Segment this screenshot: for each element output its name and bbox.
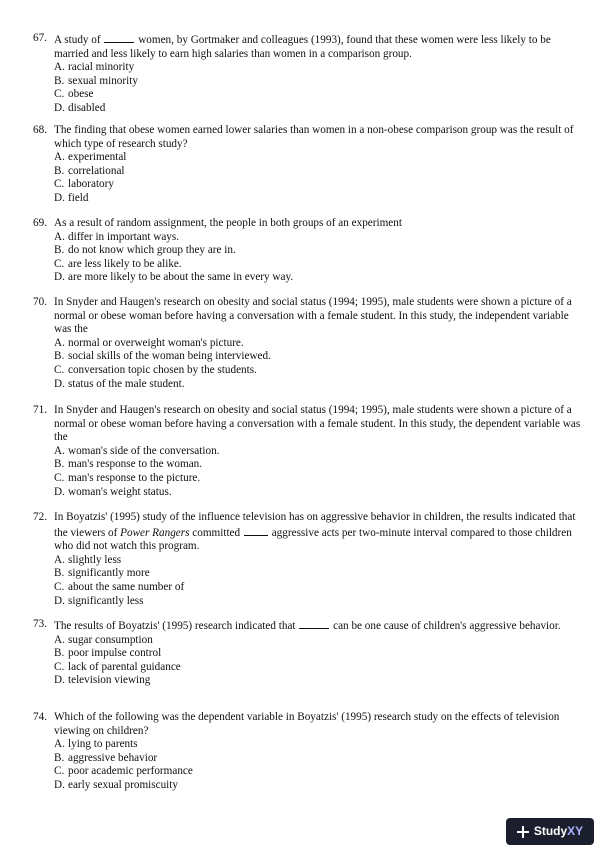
question-67 xyxy=(33,32,583,116)
plus-icon xyxy=(517,826,529,838)
option-a: A. normal or overweight woman's picture. xyxy=(54,336,244,349)
option-d: D. early sexual promiscuity xyxy=(54,778,178,791)
option-a: A. lying to parents xyxy=(54,738,138,751)
question-71 xyxy=(33,404,583,499)
option-d: D. disabled xyxy=(54,101,106,114)
option-c: C. poor academic performance xyxy=(54,765,193,778)
option-a: A. experimental xyxy=(54,151,127,164)
question-number: 72. xyxy=(33,511,47,523)
option-a: A. racial minority xyxy=(54,61,135,74)
question-74 xyxy=(33,711,583,793)
option-c: C. man's response to the picture. xyxy=(54,471,201,484)
option-b: B. do not know which group they are in. xyxy=(54,244,236,257)
answer-blank xyxy=(104,32,134,43)
question-stem: In Boyatzis' (1995) study of the influence television has on aggressive behavior in children, the results indicated that the viewers of Power Rangers committed aggressive acts per two-minute interval compared to those children who did not watch this program. xyxy=(54,511,576,553)
question-number: 74. xyxy=(33,711,47,723)
option-c: C. obese xyxy=(54,88,94,101)
option-a: A. woman's side of the conversation. xyxy=(54,444,220,457)
option-d: D. woman's weight status. xyxy=(54,485,172,498)
question-68 xyxy=(33,124,583,206)
answer-blank xyxy=(299,618,329,629)
option-c: C. conversation topic chosen by the students. xyxy=(54,363,257,376)
question-69 xyxy=(33,217,583,285)
option-d: D. status of the male student. xyxy=(54,377,185,390)
question-stem: The results of Boyatzis' (1995) research indicated that can be one cause of children's aggressive behavior. xyxy=(54,620,561,632)
question-number: 73. xyxy=(33,618,47,630)
option-a: A. sugar consumption xyxy=(54,633,153,646)
question-stem: In Snyder and Haugen's research on obesity and social status (1994; 1995), male students were shown a picture of a normal or obese woman before having a conversation with a female student. In this study, the independent variable was the xyxy=(54,296,572,336)
question-70 xyxy=(33,296,583,391)
answer-blank xyxy=(244,525,268,536)
question-stem: A study of women, by Gortmaker and colleagues (1993), found that these women were less likely to be married and less likely to earn high salaries than women in a comparison group. xyxy=(54,34,551,60)
option-d: D. field xyxy=(54,191,89,204)
question-stem: The finding that obese women earned lower salaries than women in a non-obese comparison group was the result of which type of research study? xyxy=(54,124,574,150)
option-d: D. television viewing xyxy=(54,674,151,687)
studyxy-logo[interactable] xyxy=(506,818,594,845)
question-73 xyxy=(33,618,583,688)
program-title: Power Rangers xyxy=(120,526,190,539)
option-b: B. man's response to the woman. xyxy=(54,458,203,471)
question-stem: As a result of random assignment, the people in both groups of an experiment xyxy=(54,217,402,229)
option-d: D. are more likely to be about the same in every way. xyxy=(54,271,294,284)
option-a: A. slightly less xyxy=(54,553,122,566)
option-c: C. lack of parental guidance xyxy=(54,660,181,673)
question-stem: In Snyder and Haugen's research on obesity and social status (1994; 1995), male students were shown a picture of a normal or obese woman before having a conversation with a female student. In this study, the dependent variable was the xyxy=(54,404,581,444)
option-b: B. social skills of the woman being interviewed. xyxy=(54,350,271,363)
question-stem: Which of the following was the dependent variable in Boyatzis' (1995) research study on the effects of television viewing on children? xyxy=(54,711,560,737)
option-a: A. differ in important ways. xyxy=(54,230,180,243)
question-72 xyxy=(33,511,583,608)
option-c: C. about the same number of xyxy=(54,580,185,593)
question-number: 69. xyxy=(33,217,47,229)
option-b: B. correlational xyxy=(54,164,125,177)
option-d: D. significantly less xyxy=(54,594,144,607)
option-c: C. are less likely to be alike. xyxy=(54,257,182,270)
question-number: 68. xyxy=(33,124,47,136)
question-number: 70. xyxy=(33,296,47,308)
option-b: B. aggressive behavior xyxy=(54,751,158,764)
question-number: 67. xyxy=(33,32,47,44)
option-c: C. laboratory xyxy=(54,178,114,191)
logo-text: StudyXY xyxy=(533,823,584,838)
option-b: B. poor impulse control xyxy=(54,647,162,660)
option-b: B. significantly more xyxy=(54,567,150,580)
option-b: B. sexual minority xyxy=(54,74,138,87)
question-number: 71. xyxy=(33,404,47,416)
